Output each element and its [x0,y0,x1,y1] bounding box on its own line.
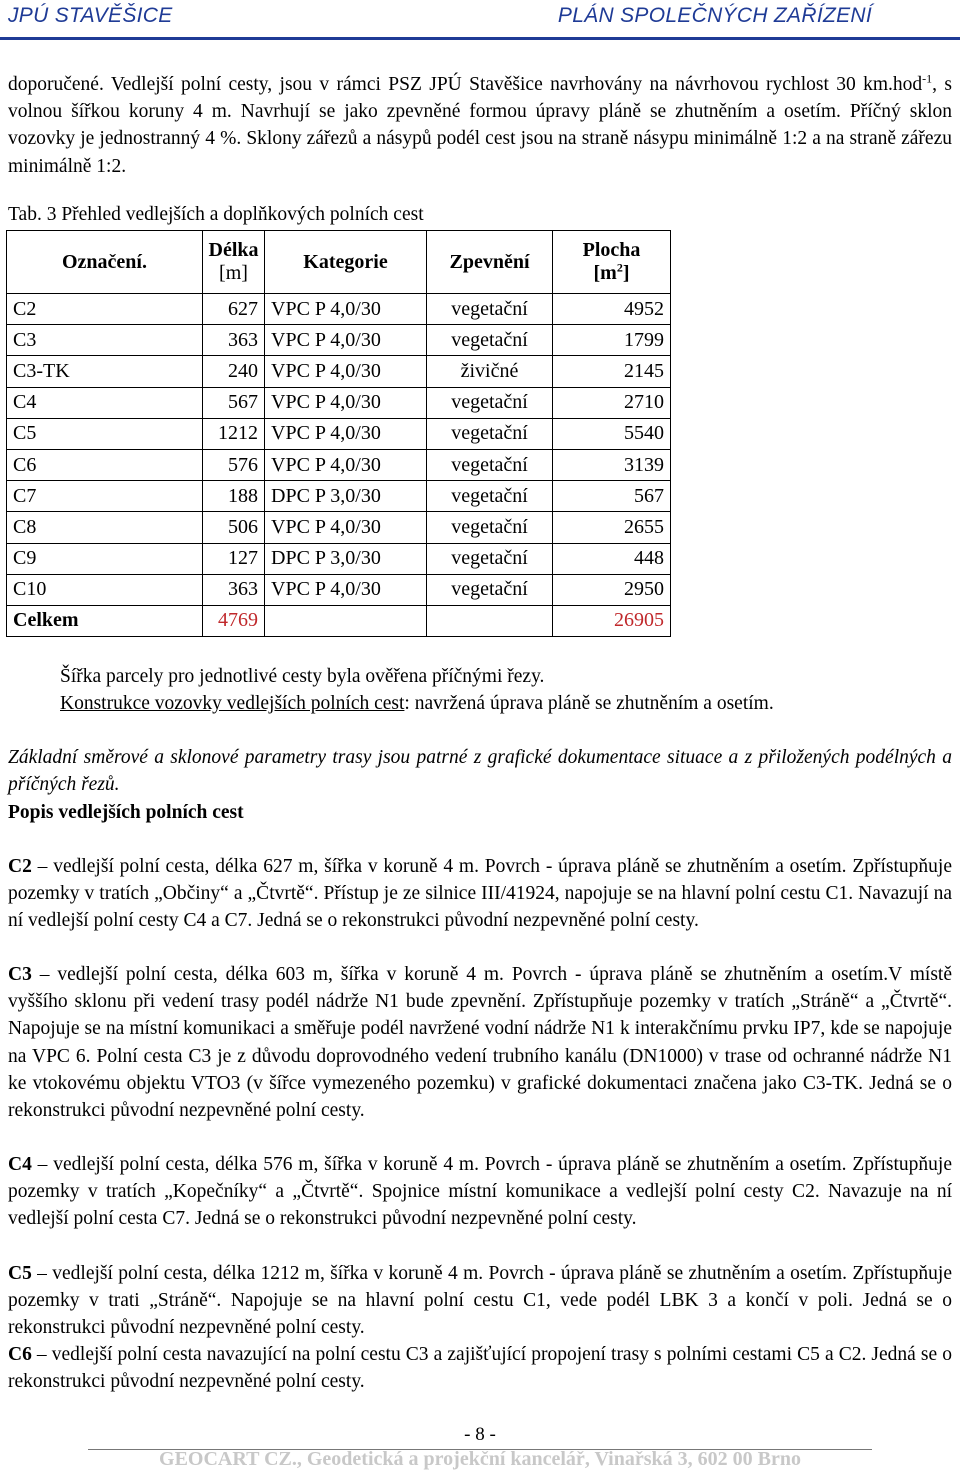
intro-paragraph [8,71,952,180]
page-footer: GEOCART CZ., Geodetická a projekční kancelář, Vinařská 3, 602 00 Brno [159,1448,801,1470]
header-delka: Délka [m] [203,231,265,294]
table-header-row [7,231,671,294]
path-c4: C4 – vedlejší polní cesta, délka 576 m, šířka v koruně 4 m. Povrch - úprava pláně se zhutněním a osetím. Zpřístupňuje pozemky v tratích „Kopečníky“ a „Čtvrtě“. Spojnice místní komunikace a vedlejší polní cesty C2. Navazuje na ní vedlejší polní cesta C7. Jedná se o rekonstrukci původní nezpevněné polní cesty. [8,1154,952,1230]
header-right: PLÁN SPOLEČNÝCH ZAŘÍZENÍ [557,4,872,27]
header-rule [0,37,960,40]
path-c2: C2 – vedlejší polní cesta, délka 627 m, šířka v koruně 4 m. Povrch - úprava pláně se zhutněním a osetím. Zpřístupňuje pozemky v tratích „Občiny“ a „Čtvrtě“. Přístup je ze silnice III/41924, napojuje se na hlavní polní cestu C1. Navazují na ní vedlejší polní cesty C4 a C7. Jedná se o rekonstrukci původní nezpevněné polní cesty. [8,856,952,932]
table-row: C7 188 DPC P 3,0/30 vegetační 567 [7,481,671,512]
header-zpevneni: Zpevnění [427,231,553,294]
intro-text-2: , s volnou šířkou koruny 4 m. Navrhují se jako zpevněné formou úpravy pláně se zhutněním a osetím. Příčný sklon vozovky je jednostranný 4 %. Sklony zářezů a násypů podél cest jsou na straně násypu minimálně 1:2 a na straně zářezu minimálně 1:2. [8,74,952,177]
header-left: JPÚ STAVĚŠICE [8,4,173,27]
page-number: - 8 - [464,1424,496,1445]
table-row: C9 127 DPC P 3,0/30 vegetační 448 [7,543,671,574]
note-construction: Konstrukce vozovky vedlejších polních cest: navržená úprava pláně se zhutněním a osetím. [60,693,774,714]
header-kategorie: Kategorie [265,231,427,294]
table-row: C5 1212 VPC P 4,0/30 vegetační 5540 [7,418,671,449]
note-parcel-width: Šířka parcely pro jednotlivé cesty byla ověřena příčnými řezy. [60,666,545,687]
roads-table [6,230,671,637]
table-row: C8 506 VPC P 4,0/30 vegetační 2655 [7,512,671,543]
table-row: C3-TK 240 VPC P 4,0/30 živičné 2145 [7,356,671,387]
italic-note: Základní směrové a sklonové parametry trasy jsou patrné z grafické dokumentace situace a z přiložených podélných a příčných řezů. [8,747,952,796]
intro-text-1: doporučené. Vedlejší polní cesty, jsou v rámci PSZ JPÚ Stavěšice navrhovány na návrhovou rychlost 30 km.hod [8,74,923,95]
path-c6: C6 – vedlejší polní cesta navazující na polní cestu C3 a zajišťující propojení trasy s polními cestami C5 a C2. Jedná se o rekonstrukci původní nezpevněné polní cesty. [8,1344,952,1393]
table-row: C4 567 VPC P 4,0/30 vegetační 2710 [7,387,671,418]
intro-sup: -1 [922,71,933,86]
table-total-row: Celkem 4769 26905 [7,605,671,636]
table-row: C3 363 VPC P 4,0/30 vegetační 1799 [7,325,671,356]
section-title: Popis vedlejších polních cest [8,802,244,823]
table-row: C6 576 VPC P 4,0/30 vegetační 3139 [7,449,671,480]
table-caption: Tab. 3 Přehled vedlejších a doplňkových polních cest [8,204,424,225]
header-oznaceni: Označení. [7,231,203,294]
page-header [0,0,960,40]
path-c3: C3 – vedlejší polní cesta, délka 603 m, šířka v koruně 4 m. Povrch - úprava pláně se zhutněním a osetím.V místě vyššího sklonu při vedení trasy podél nádrže N1 bude zpevnění. Zpřístupňuje pozemky v tratích „Stráně“ a „Čtvrtě“. Napojuje se na místní komunikaci a směřuje podél navržené vodní nádrže N1 k interakčnímu prvku IP7, kde se napojuje na VPC 6. Polní cesta C3 je z důvodu doprovodného vedení trubního kanálu (DN1000) v trase od ochranné nádrže N1 ke vtokovému objektu VTO3 (v šířce vymezeného pozemku) v grafické dokumentaci značena jako C3-TK. Jedná se o rekonstrukci původní nezpevněné polní cesty. [8,964,952,1122]
path-c5: C5 – vedlejší polní cesta, délka 1212 m, šířka v koruně 4 m. Povrch - úprava pláně se zhutněním a osetím. Zpřístupňuje pozemky v trati „Stráně“. Napojuje se na hlavní polní cestu C1, vede podél LBK 3 a končí v poli. Jedná se o rekonstrukci původní nezpevněné polní cesty. [8,1263,952,1339]
table-row: C10 363 VPC P 4,0/30 vegetační 2950 [7,574,671,605]
table-row: C2 627 VPC P 4,0/30 vegetační 4952 [7,294,671,325]
header-plocha: Plocha $[m^2]$ [553,231,671,294]
